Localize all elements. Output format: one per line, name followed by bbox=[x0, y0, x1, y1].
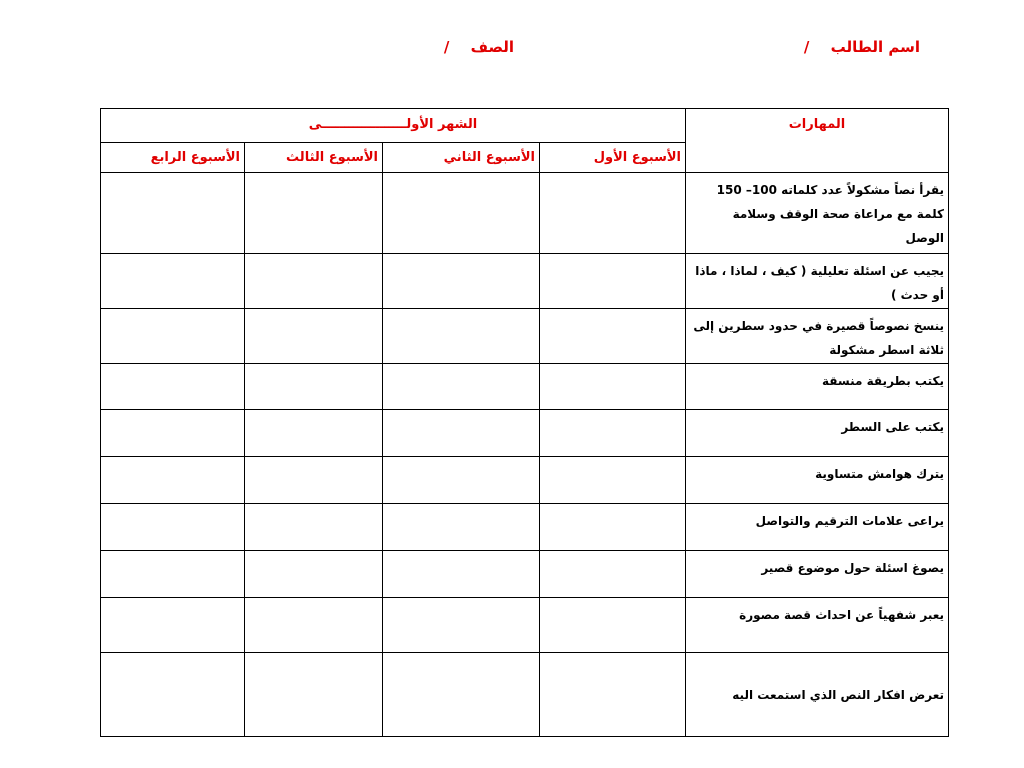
class-slash: / bbox=[443, 38, 450, 56]
skill-cell: يقرأ نصاً مشكولاً عدد كلماته 100– 150 كلمة مع مراعاة صحة الوقف وسلامة الوصل bbox=[686, 173, 949, 254]
week-4-cell[interactable] bbox=[101, 254, 245, 309]
skill-cell: يراعى علامات الترقيم والتواصل bbox=[686, 504, 949, 551]
week-3-cell[interactable] bbox=[245, 598, 383, 653]
week-4-header: الأسبوع الرابع bbox=[101, 143, 245, 173]
skills-header: المهارات bbox=[686, 109, 949, 173]
week-3-cell[interactable] bbox=[245, 254, 383, 309]
week-2-header: الأسبوع الثاني bbox=[383, 143, 540, 173]
week-3-cell[interactable] bbox=[245, 551, 383, 598]
skills-table bbox=[100, 108, 949, 737]
week-3-header: الأسبوع الثالث bbox=[245, 143, 383, 173]
week-2-cell[interactable] bbox=[383, 309, 540, 364]
week-4-cell[interactable] bbox=[101, 457, 245, 504]
week-4-cell[interactable] bbox=[101, 653, 245, 737]
week-2-cell[interactable] bbox=[383, 504, 540, 551]
skill-cell: يعبر شفهياً عن احداث قصة مصورة bbox=[686, 598, 949, 653]
table-row bbox=[101, 364, 949, 410]
student-name-label bbox=[804, 38, 920, 56]
class-label bbox=[444, 38, 514, 56]
week-1-cell[interactable] bbox=[540, 410, 686, 457]
month-header: الشهر الأولـــــــــــــــــــى bbox=[101, 109, 686, 143]
week-3-cell[interactable] bbox=[245, 173, 383, 254]
week-2-cell[interactable] bbox=[383, 457, 540, 504]
week-4-cell[interactable] bbox=[101, 410, 245, 457]
table-row bbox=[101, 504, 949, 551]
table-row bbox=[101, 598, 949, 653]
table-header-row bbox=[101, 109, 949, 143]
skill-cell: يكتب على السطر bbox=[686, 410, 949, 457]
week-2-cell[interactable] bbox=[383, 653, 540, 737]
table-row bbox=[101, 551, 949, 598]
week-4-cell[interactable] bbox=[101, 551, 245, 598]
skill-cell: يصوغ اسئلة حول موضوع قصير bbox=[686, 551, 949, 598]
week-1-cell[interactable] bbox=[540, 457, 686, 504]
week-3-cell[interactable] bbox=[245, 457, 383, 504]
week-2-cell[interactable] bbox=[383, 598, 540, 653]
week-1-cell[interactable] bbox=[540, 551, 686, 598]
week-3-cell[interactable] bbox=[245, 309, 383, 364]
skill-cell: يترك هوامش متساوية bbox=[686, 457, 949, 504]
week-2-cell[interactable] bbox=[383, 173, 540, 254]
week-2-cell[interactable] bbox=[383, 254, 540, 309]
skill-cell: يكتب بطريقة منسقة bbox=[686, 364, 949, 410]
week-2-cell[interactable] bbox=[383, 551, 540, 598]
skill-cell: تعرض افكار النص الذي استمعت اليه bbox=[686, 653, 949, 737]
week-3-cell[interactable] bbox=[245, 410, 383, 457]
week-4-cell[interactable] bbox=[101, 504, 245, 551]
week-1-cell[interactable] bbox=[540, 504, 686, 551]
week-1-cell[interactable] bbox=[540, 364, 686, 410]
week-2-cell[interactable] bbox=[383, 364, 540, 410]
table-row bbox=[101, 309, 949, 364]
skill-cell: ينسخ نصوصاً قصيرة في حدود سطرين إلى ثلاثة اسطر مشكولة bbox=[686, 309, 949, 364]
table-row bbox=[101, 254, 949, 309]
student-slash: / bbox=[803, 38, 810, 56]
skill-cell: يجيب عن اسئلة تعليلية ( كيف ، لماذا ، ماذا أو حدث ) bbox=[686, 254, 949, 309]
week-2-cell[interactable] bbox=[383, 410, 540, 457]
week-4-cell[interactable] bbox=[101, 173, 245, 254]
table-row bbox=[101, 410, 949, 457]
week-1-cell[interactable] bbox=[540, 309, 686, 364]
week-1-cell[interactable] bbox=[540, 254, 686, 309]
week-3-cell[interactable] bbox=[245, 504, 383, 551]
class-label-text: الصف bbox=[470, 38, 514, 56]
week-3-cell[interactable] bbox=[245, 653, 383, 737]
week-1-cell[interactable] bbox=[540, 653, 686, 737]
week-1-cell[interactable] bbox=[540, 598, 686, 653]
student-label-text: اسم الطالب bbox=[830, 38, 920, 56]
week-4-cell[interactable] bbox=[101, 598, 245, 653]
table-row bbox=[101, 173, 949, 254]
week-4-cell[interactable] bbox=[101, 309, 245, 364]
table-row bbox=[101, 653, 949, 737]
table-row bbox=[101, 457, 949, 504]
week-3-cell[interactable] bbox=[245, 364, 383, 410]
week-4-cell[interactable] bbox=[101, 364, 245, 410]
week-1-cell[interactable] bbox=[540, 173, 686, 254]
week-1-header: الأسبوع الأول bbox=[540, 143, 686, 173]
